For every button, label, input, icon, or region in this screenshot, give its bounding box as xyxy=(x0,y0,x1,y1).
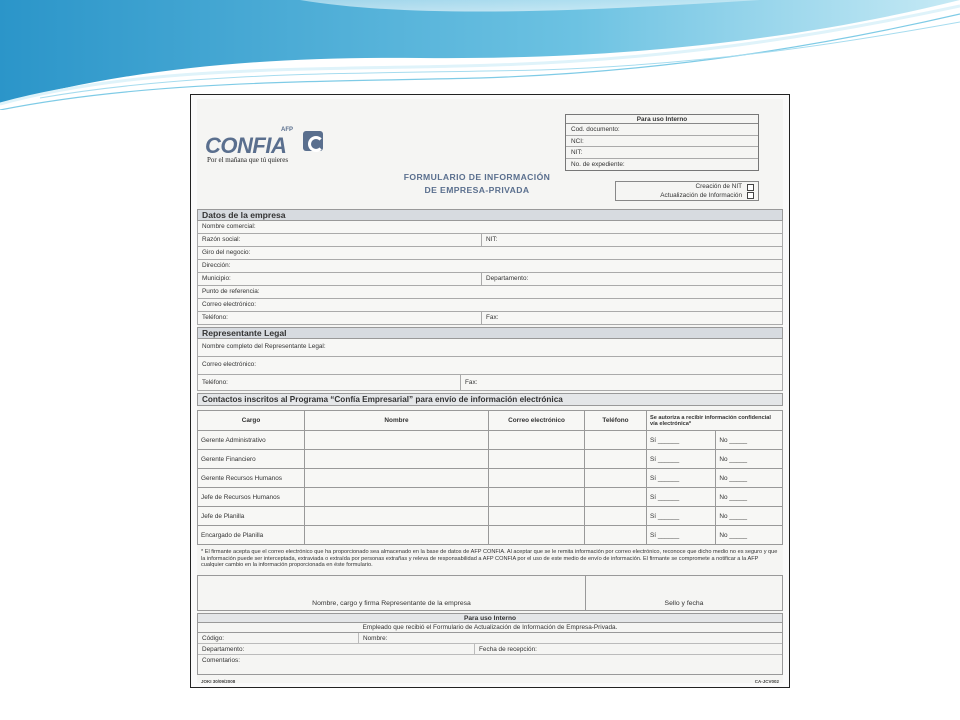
no-cell[interactable]: No _____ xyxy=(716,526,783,545)
label-telefono-empresa: Teléfono: xyxy=(202,314,228,321)
form-sheet xyxy=(197,99,783,683)
option-creacion-nit-label: Creación de NIT xyxy=(695,183,742,190)
form-title-line1: FORMULARIO DE INFORMACIÓN xyxy=(403,172,551,182)
field-telefono-empresa[interactable] xyxy=(197,312,783,325)
scanned-form xyxy=(190,94,790,688)
nombre-cell[interactable] xyxy=(305,507,489,526)
field-comentarios[interactable] xyxy=(198,655,782,673)
label-departamento: Departamento: xyxy=(481,273,528,285)
telefono-cell[interactable] xyxy=(585,488,647,507)
label-codigo: Código: xyxy=(202,635,225,642)
request-type-box xyxy=(615,181,759,201)
label-nit: NIT: xyxy=(481,234,497,246)
form-code-left: JOKI 30/09/2008 xyxy=(201,679,236,684)
contacts-table-header xyxy=(198,411,783,431)
si-cell[interactable]: Sí ______ xyxy=(647,507,716,526)
cargo-cell: Jefe de Planilla xyxy=(198,507,305,526)
correo-cell[interactable] xyxy=(489,507,585,526)
label-telefono-representante: Teléfono: xyxy=(202,379,228,386)
label-departamento-empleado: Departamento: xyxy=(202,646,245,653)
table-row xyxy=(198,526,783,545)
label-giro: Giro del negocio: xyxy=(202,249,251,256)
label-direccion: Dirección: xyxy=(202,262,231,269)
signature-box xyxy=(197,575,783,611)
no-cell[interactable]: No _____ xyxy=(716,450,783,469)
internal-row-cod[interactable]: Cod. documento: xyxy=(566,124,758,136)
correo-cell[interactable] xyxy=(489,469,585,488)
internal-use-box xyxy=(565,114,759,171)
form-code-right: CA-JCV002 xyxy=(754,679,779,684)
si-cell[interactable]: Sí ______ xyxy=(647,431,716,450)
correo-cell[interactable] xyxy=(489,431,585,450)
form-title-line2: DE EMPRESA-PRIVADA xyxy=(424,185,530,195)
label-municipio: Municipio: xyxy=(202,275,231,282)
telefono-cell[interactable] xyxy=(585,450,647,469)
cargo-cell: Encargado de Planilla xyxy=(198,526,305,545)
si-cell[interactable]: Sí ______ xyxy=(647,469,716,488)
field-punto-referencia[interactable] xyxy=(197,286,783,299)
field-municipio[interactable] xyxy=(197,273,783,286)
field-correo-representante[interactable] xyxy=(197,357,783,375)
field-nombre-comercial[interactable] xyxy=(197,221,783,234)
si-cell[interactable]: Sí ______ xyxy=(647,488,716,507)
label-nombre-representante: Nombre completo del Representante Legal: xyxy=(202,343,326,350)
internal-row-nci[interactable]: NCI: xyxy=(566,136,758,148)
correo-cell[interactable] xyxy=(489,450,585,469)
field-giro[interactable] xyxy=(197,247,783,260)
nombre-cell[interactable] xyxy=(305,526,489,545)
internal-row-expediente[interactable]: No. de expediente: xyxy=(571,160,625,168)
internal-row-nit[interactable]: NIT: xyxy=(566,147,758,159)
checkbox-actualizacion[interactable] xyxy=(747,192,754,199)
label-nombre-comercial: Nombre comercial: xyxy=(202,223,256,230)
section-empresa: Datos de la empresa xyxy=(197,209,783,221)
col-telefono: Teléfono xyxy=(585,411,647,431)
cargo-cell: Gerente Recursos Humanos xyxy=(198,469,305,488)
signature-sello-label: Sello y fecha xyxy=(664,600,704,607)
table-row xyxy=(198,488,783,507)
field-codigo-nombre[interactable] xyxy=(198,633,782,644)
telefono-cell[interactable] xyxy=(585,526,647,545)
option-actualizacion-label: Actualización de Información xyxy=(660,191,742,199)
internal-use-bottom xyxy=(197,613,783,675)
cargo-cell: Gerente Administrativo xyxy=(198,431,305,450)
label-fecha-recepcion: Fecha de recepción: xyxy=(474,644,537,655)
logo-tagline: Por el mañana que tú quieres xyxy=(207,156,289,164)
correo-cell[interactable] xyxy=(489,488,585,507)
table-row xyxy=(198,431,783,450)
field-telefono-representante[interactable] xyxy=(197,375,783,391)
cargo-cell: Jefe de Recursos Humanos xyxy=(198,488,305,507)
col-correo: Correo electrónico xyxy=(489,411,585,431)
nombre-cell[interactable] xyxy=(305,431,489,450)
telefono-cell[interactable] xyxy=(585,507,647,526)
nombre-cell[interactable] xyxy=(305,488,489,507)
cargo-cell: Gerente Financiero xyxy=(198,450,305,469)
internal-bottom-subtitle: Empleado que recibió el Formulario de Actualización de Información de Empresa-Privada. xyxy=(198,623,782,633)
section-contactos: Contactos inscritos al Programa “Confía Empresarial” para envío de información electrónica xyxy=(197,393,783,406)
internal-use-header: Para uso Interno xyxy=(566,115,758,124)
consent-footnote: * El firmante acepta que el correo electrónico que ha proporcionado sea almacenado en la base de datos de AFP CONFIA. Al aceptar que se le remita información por correo electrónico, reconoce que dicho medio no es seguro y que la información puede ser interceptada, extraviada o extraída por personas extrañas y releva de responsabilidad a AFP CONFIA por el uso de este medio de envío de información. El firmante se compromete a notificar a la AFP cualquier cambio en la información proporcionada en éste formulario. xyxy=(201,549,778,568)
label-correo-representante: Correo electrónico: xyxy=(202,361,256,368)
no-cell[interactable]: No _____ xyxy=(716,507,783,526)
internal-bottom-header: Para uso Interno xyxy=(198,614,782,623)
checkbox-creacion-nit[interactable] xyxy=(747,184,754,191)
signature-representante-label: Nombre, cargo y firma Representante de la empresa xyxy=(312,600,471,607)
field-razon-social[interactable] xyxy=(197,234,783,247)
telefono-cell[interactable] xyxy=(585,469,647,488)
field-correo-empresa[interactable] xyxy=(197,299,783,312)
label-nombre-empleado: Nombre: xyxy=(358,633,388,644)
correo-cell[interactable] xyxy=(489,526,585,545)
label-razon-social: Razón social: xyxy=(202,236,241,243)
field-departamento-fecha[interactable] xyxy=(198,644,782,655)
nombre-cell[interactable] xyxy=(305,450,489,469)
logo-afp-text: AFP xyxy=(281,127,293,133)
label-fax-representante: Fax: xyxy=(460,375,477,390)
field-nombre-representante[interactable] xyxy=(197,339,783,357)
signature-representante[interactable] xyxy=(198,576,586,610)
confia-logo xyxy=(205,127,329,163)
contacts-table xyxy=(197,410,783,545)
confia-logo-icon xyxy=(303,131,323,151)
col-autoriza: Se autoriza a recibir información confidencial vía electrónica* xyxy=(647,411,783,431)
si-cell[interactable]: Sí ______ xyxy=(647,526,716,545)
telefono-cell[interactable] xyxy=(585,431,647,450)
logo-name-text: CONFIA xyxy=(205,133,287,158)
si-cell[interactable]: Sí ______ xyxy=(647,450,716,469)
form-title xyxy=(347,171,607,197)
signature-sello[interactable] xyxy=(586,576,782,610)
table-row xyxy=(198,469,783,488)
col-cargo: Cargo xyxy=(198,411,305,431)
col-nombre: Nombre xyxy=(305,411,489,431)
label-comentarios: Comentarios: xyxy=(202,657,241,664)
table-row xyxy=(198,450,783,469)
table-row xyxy=(198,507,783,526)
no-cell[interactable]: No _____ xyxy=(716,469,783,488)
section-representante: Representante Legal xyxy=(197,327,783,339)
label-fax-empresa: Fax: xyxy=(481,312,498,324)
label-punto-referencia: Punto de referencia: xyxy=(202,288,260,295)
no-cell[interactable]: No _____ xyxy=(716,488,783,507)
no-cell[interactable]: No _____ xyxy=(716,431,783,450)
nombre-cell[interactable] xyxy=(305,469,489,488)
label-correo-empresa: Correo electrónico: xyxy=(202,301,256,308)
field-direccion[interactable] xyxy=(197,260,783,273)
